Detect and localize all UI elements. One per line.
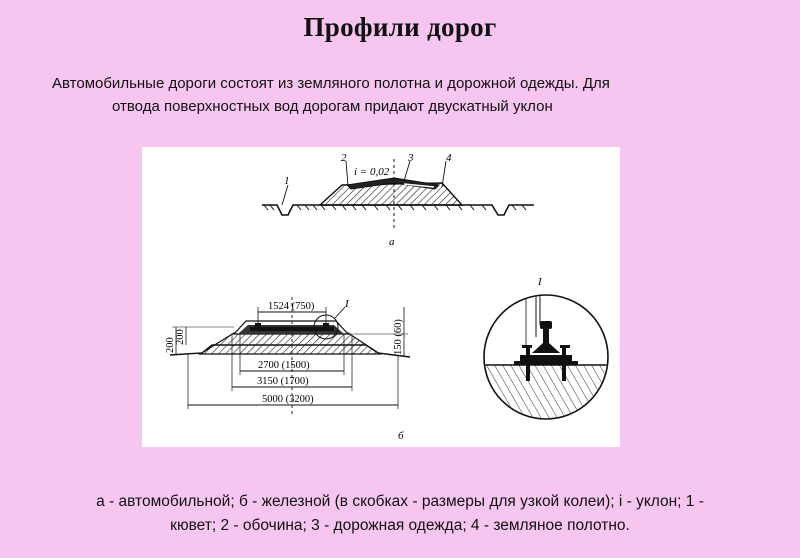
profiles-figure xyxy=(142,147,620,447)
dim-h1: 200 xyxy=(165,337,176,353)
profiles-drawing xyxy=(142,147,620,447)
road-profile xyxy=(262,152,534,248)
slope-label: i = 0,02 xyxy=(354,166,390,178)
intro-line-1: Автомобильные дороги состоят из земляного полотна и дорожной одежды. Для xyxy=(52,75,610,92)
rail-letter: б xyxy=(398,430,404,442)
callout-3: 3 xyxy=(408,152,414,164)
dim-w1: 2700 (1500) xyxy=(258,360,310,371)
caption-line-2: кювет; 2 - обочина; 3 - дорожная одежда; 4 - земляное полотно. xyxy=(170,517,630,534)
dim-w3: 5000 (3200) xyxy=(262,394,314,405)
intro-text xyxy=(52,72,752,118)
dim-h2: 200 xyxy=(175,329,186,345)
callout-4: 4 xyxy=(446,152,452,164)
callout-2: 2 xyxy=(341,152,347,164)
caption-line-1: а - автомобильной; б - железной (в скобках - размеры для узкой колеи); i - уклон; 1 - xyxy=(96,493,704,510)
figure-caption xyxy=(30,490,770,538)
rail-detail xyxy=(484,276,610,425)
dim-w2: 3150 (1700) xyxy=(257,376,309,387)
callout-1: 1 xyxy=(284,175,290,187)
intro-line-2: отвода поверхностных вод дорогам придают двускатный уклон xyxy=(112,98,553,115)
dim-gauge: 1524 (750) xyxy=(268,301,315,312)
detail-marker-small: I xyxy=(345,298,349,310)
detail-marker-large: I xyxy=(538,276,542,288)
road-letter: а xyxy=(389,236,395,248)
dim-h3: 150 (60) xyxy=(393,319,404,355)
rail-profile xyxy=(165,297,410,442)
slide-title: Профили дорог xyxy=(303,12,497,42)
